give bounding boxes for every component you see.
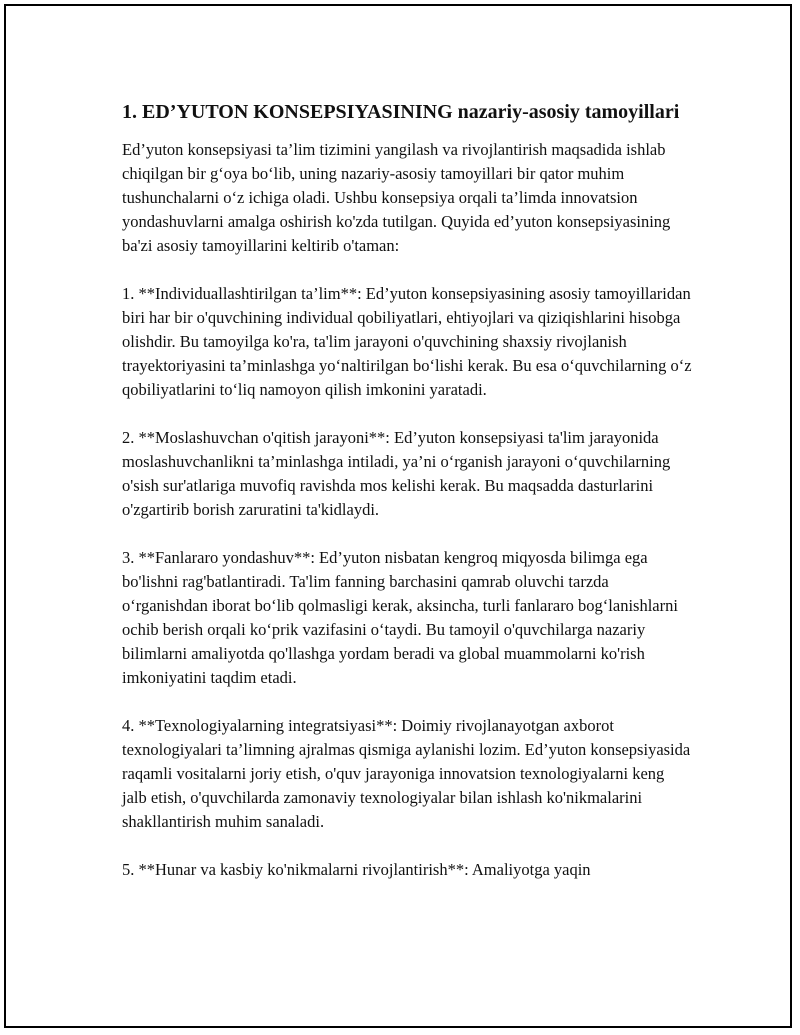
document-body [122, 98, 692, 906]
principle-flexible-teaching: 2. **Moslashuvchan o'qitish jarayoni**: Ed’yuton konsepsiyasi ta'lim jarayonida moslashuvchanlikni ta’minlashga intiladi, ya’ni o‘rganish jarayoni o‘quvchilarning o'sish sur'atlariga muvofiq ravishda mos kelishi kerak. Bu maqsadda dasturlarini o'zgartirib borish zaruratini ta'kidlaydi. [122, 428, 671, 519]
document-page [4, 4, 792, 1028]
principle-technology-integration: 4. **Texnologiyalarning integratsiyasi**: Doimiy rivojlanayotgan axborot texnologiyalari ta’limning ajralmas qismiga aylanishi lozim. Ed’yuton konsepsiyasida raqamli vositalarni joriy etish, o'quv jarayoniga innovatsion texnologiyalarni keng jalb etish, o'quvchilarda zamonaviy texnologiyalar bilan ishlash ko'nikmalarini shakllantirish muhim sanaladi. [122, 716, 691, 831]
section-heading: 1. ED’YUTON KONSEPSIYASINING nazariy-asosiy tamoyillari [122, 101, 680, 123]
principle-vocational-skills: 5. **Hunar va kasbiy ko'nikmalarni rivojlantirish**: Amaliyotga yaqin [122, 860, 591, 879]
principle-interdisciplinary-approach: 3. **Fanlararo yondashuv**: Ed’yuton nisbatan kengroq miqyosda bilimga ega bo'lishni rag'batlantiradi. Ta'lim fanning barchasini qamrab oluvchi tarzda o‘rganishdan iborat bo‘lib qolmasligi kerak, aksincha, turli fanlararo bog‘lanishlarni ochib berish orqali ko‘prik vazifasini o‘taydi. Bu tamoyil o'quvchilarga nazariy bilimlarni amaliyotda qo'llashga yordam beradi va global muammolarni ko'rish imkoniyatini taqdim etadi. [122, 548, 678, 687]
principle-individualized-learning: 1. **Individuallashtirilgan ta’lim**: Ed’yuton konsepsiyasining asosiy tamoyillaridan biri har bir o'quvchining individual qobiliyatlari, ehtiyojlari va qiziqishlarini hisobga olishdir. Bu tamoyilga ko'ra, ta'lim jarayoni o'quvchining shaxsiy rivojlanish trayektoriyasini ta’minlashga yo‘naltirilgan bo‘lishi kerak. Bu esa o‘quvchilarning o‘z qobiliyatlarini to‘liq namoyon qilish imkonini yaratadi. [122, 284, 692, 399]
intro-paragraph: Ed’yuton konsepsiyasi ta’lim tizimini yangilash va rivojlantirish maqsadida ishlab chiqilgan bir g‘oya bo‘lib, uning nazariy-asosiy tamoyillari bir qator muhim tushunchalarni o‘z ichiga oladi. Ushbu konsepsiya orqali ta’limda innovatsion yondashuvlarni amalga oshirish ko'zda tutilgan. Quyida ed’yuton konsepsiyasining ba'zi asosiy tamoyillarini keltirib o'taman: [122, 140, 671, 255]
